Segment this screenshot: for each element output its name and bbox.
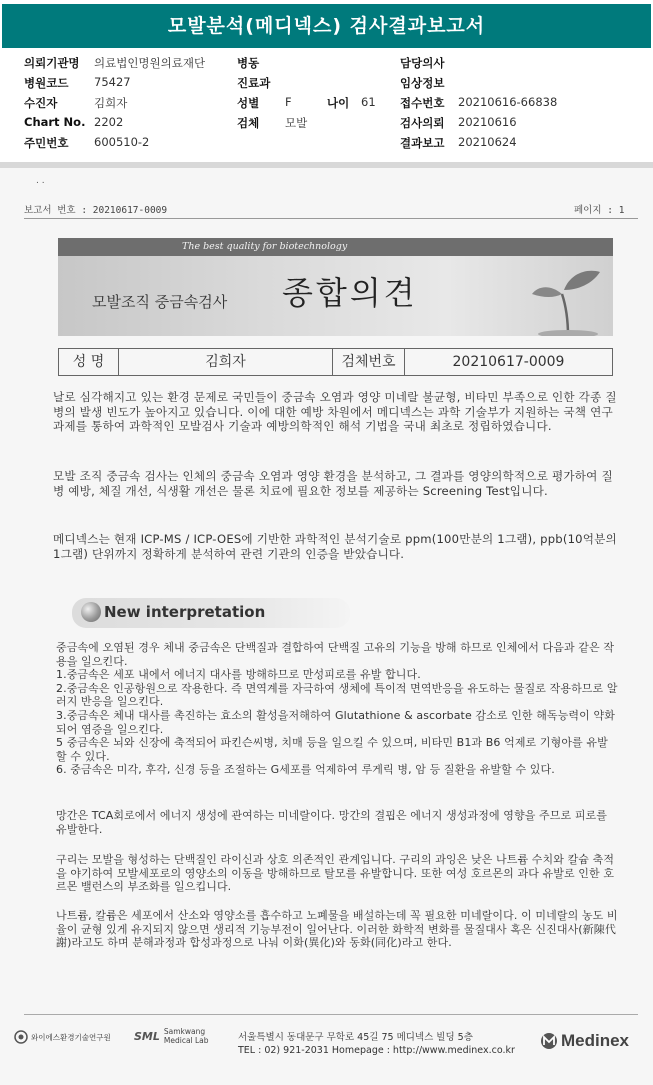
org2-line1: Samkwang: [163, 1027, 206, 1036]
institution-label: 의뢰기관명: [24, 56, 80, 70]
ward-label: 병동: [237, 56, 260, 70]
request-label: 검사의뢰: [400, 116, 445, 130]
summary-banner: [58, 238, 613, 336]
org2-name: [164, 1027, 209, 1045]
banner-heading: 종합의견: [282, 274, 418, 312]
intro-paragraph: 날로 심각해지고 있는 환경 문제로 국민들이 중금속 오염과 영양 미네랄 불균형, 비타민 부족으로 인한 각종 질병의 발생 빈도가 높아지고 있습니다. 이에 대한 예방 차원에서 메디넥스는 과학 기술부가 지원하는 국책 연구 과제를 통하여 과학적인 모발검사 기술과 예방의학적인 해석 기법을 국내 최초로 정립하였습니다.: [53, 390, 617, 433]
specimen-no-value: 20210617-0009: [452, 354, 565, 370]
interpretation-paragraph: 망간은 TCA회로에서 에너지 생성에 관여하는 미네랄이다. 망간의 결핍은 에너지 생성과정에 영향을 주므로 피로를 유발한다.: [56, 809, 608, 836]
banner-subtitle: 모발조직 중금속검사: [92, 293, 228, 311]
interpretation-paragraph: 나트륨, 칼륨은 세포에서 산소와 영양소를 흡수하고 노폐물을 배설하는데 꼭 필요한 미네랄이다. 이 미네랄의 농도 비율이 균형 있게 유지되지 않으면 생리적 기능부전이 일어난다. 이러한 화학적 변화를 물질대사 혹은 신진대사(新陳代謝)라고도 하며 분해과정과 합성과정으로 나눠 이화(異化)와 동화(同化)라고 한다.: [56, 909, 618, 950]
specimen-value: 모발: [285, 116, 308, 130]
new-interpretation-title: New interpretation: [104, 603, 266, 621]
hospital-code-label: 병원코드: [24, 76, 69, 90]
patient-info-block: [0, 55, 653, 155]
org1-logo: [14, 1030, 111, 1044]
age-value: 61: [361, 95, 376, 109]
receipt-no-label: 접수번호: [400, 96, 445, 110]
name-label: 성 명: [59, 349, 119, 375]
header-rule: [24, 218, 638, 219]
clinical-info-label: 임상정보: [400, 76, 445, 90]
name-value: 김희자: [119, 349, 333, 375]
name-table: [58, 348, 613, 376]
new-interpretation-header: [72, 598, 350, 628]
sex-label: 성별: [237, 96, 260, 110]
scan-marks: . .: [36, 176, 45, 186]
institution-value: 의료법인명원의료재단: [94, 56, 206, 70]
sprout-icon: [528, 258, 608, 336]
request-value: 20210616: [458, 115, 517, 129]
hospital-code-value: 75427: [94, 75, 131, 89]
resident-no-value: 600510-2: [94, 135, 150, 149]
report-number: 보고서 번호 : 20210617-0009: [24, 205, 168, 216]
doctor-label: 담당의사: [400, 56, 445, 70]
footer-rule: [24, 1014, 638, 1015]
org1-name: 와이에스환경기술연구원: [31, 1032, 111, 1042]
org2-line2: Medical Lab: [163, 1036, 209, 1045]
banner-tagline: The best quality for biotechnology: [182, 241, 348, 252]
resident-no-label: 주민번호: [24, 136, 69, 150]
chart-no-label: Chart No.: [24, 115, 86, 129]
chart-no-value: 2202: [94, 115, 124, 129]
sex-value: F: [285, 95, 292, 109]
org2-logo: [134, 1027, 209, 1045]
footer-address: 서울특별시 동대문구 무학로 45길 75 메디넥스 빌딩 5층: [238, 1032, 473, 1043]
footer-tel: TEL : 02) 921-2031 Homepage : http://www.medinex.co.kr: [238, 1045, 515, 1056]
receipt-no-value: 20210616-66838: [458, 95, 558, 109]
specimen-label: 검체: [237, 116, 260, 130]
report-title: 모발분석(메디넥스) 검사결과보고서: [2, 4, 651, 48]
department-label: 진료과: [237, 76, 271, 90]
medinex-wordmark: Medinex: [561, 1031, 630, 1050]
org2-abbr: SML: [134, 1029, 160, 1043]
lab-emblem-icon: [14, 1030, 28, 1044]
report-date-value: 20210624: [458, 135, 517, 149]
interpretation-paragraph: 중금속에 오염된 경우 체내 중금속은 단백질과 결합하여 단백질 고유의 기능을 방해 하므로 인체에서 다음과 같은 작용을 일으킨다. 1.중금속은 세포 내에서 에너지 대사를 방해하므로 만성피로를 유발 합니다. 2.중금속은 인공항원으로 작용한다. 즉 면역계를 자극하여 생체에 특이적 면역반응을 유도하는 물질로 작용하므로 알러지 반응을 일으킨다. 3.중금속은 체내 대사를 촉진하는 효소의 활성을저해하여 Glutathione & ascorbate 감소로 인한 해독능력이 약화되어 염증을 일으킨다. 5 중금속은 뇌와 신장에 축적되어 파킨슨씨병, 치매 등을 일으킬 수 있으며, 비타민 B1과 B6 억제로 기형아를 유발할 수 있다. 6. 중금속은 미각, 후각, 신경 등을 조절하는 G세포를 억제하여 루게릭 병, 암 등 질환을 유발할 수 있다.: [56, 641, 618, 777]
report-date-label: 결과보고: [400, 136, 445, 150]
intro-paragraph: 메디넥스는 현재 ICP-MS / ICP-OES에 기반한 과학적인 분석기술로 ppm(100만분의 1그램), ppb(10억분의 1그램) 단위까지 정확하게 분석하여 관련 기관의 인증을 받았습니다.: [53, 532, 617, 561]
footer-contact: [238, 1031, 515, 1057]
medinex-emblem-icon: [540, 1032, 558, 1050]
page-number: 페이지 : 1: [574, 205, 625, 216]
medinex-logo: [540, 1031, 629, 1051]
specimen-no-label: 검체번호: [333, 349, 405, 375]
bullet-ball-icon: [81, 602, 101, 622]
interpretation-paragraph: 구리는 모발을 형성하는 단백질인 라이신과 상호 의존적인 관계입니다. 구리의 과잉은 낮은 나트륨 수치와 칼슘 축적을 야기하여 모발세포로의 영양소의 이동을 방해하므로 탈모를 유발합니다. 또한 여성 호르몬의 과다 유발로 인한 호르몬 밸런스의 부조화를 일으킵니다.: [56, 853, 615, 894]
patient-value: 김희자: [94, 96, 128, 110]
intro-paragraph: 모발 조직 중금속 검사는 인체의 중금속 오염과 영양 환경을 분석하고, 그 결과를 영양의학적으로 평가하여 질병 예방, 체질 개선, 식생활 개선은 물론 치료에 필요한 정보를 제공하는 Screening Test입니다.: [53, 469, 613, 498]
age-label: 나이: [327, 96, 350, 110]
patient-label: 수진자: [24, 96, 58, 110]
